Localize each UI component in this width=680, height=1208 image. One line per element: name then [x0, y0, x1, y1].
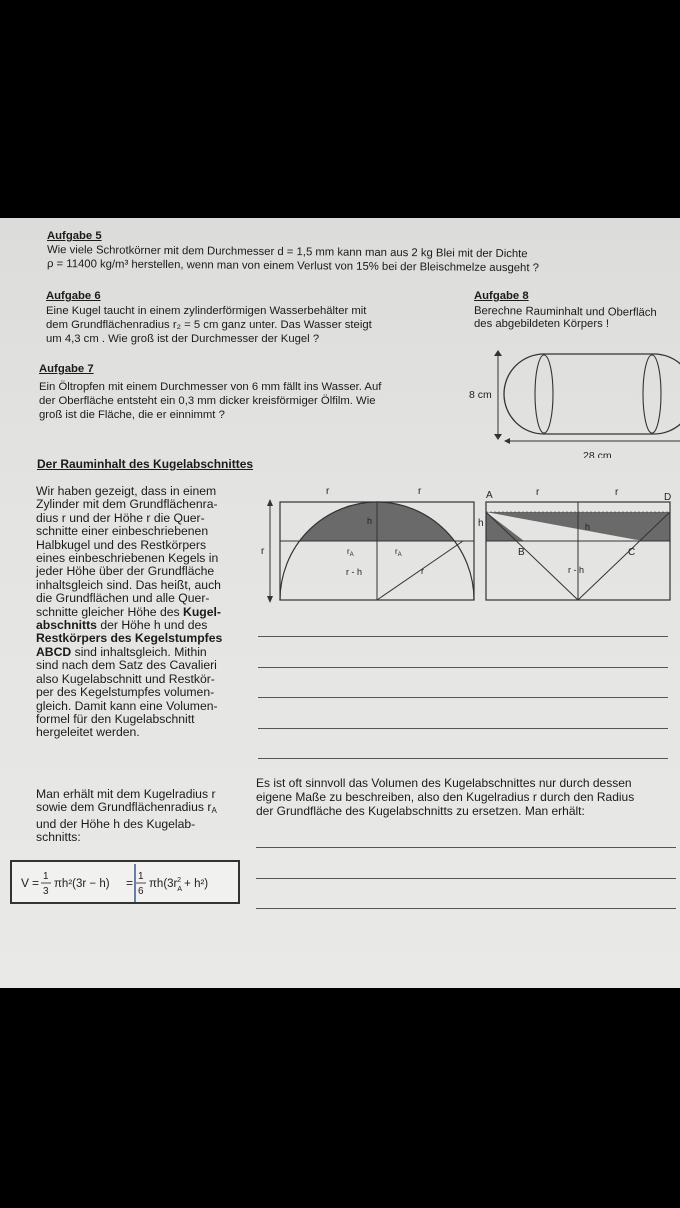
bold-line: Restkörpers des Kegelstumpfes	[36, 631, 223, 646]
volume-formula	[12, 862, 238, 902]
task6-line2: dem Grundflächenradius r₂ = 5 cm ganz unter. Das Wasser steigt	[46, 319, 372, 331]
svg-text:=: =	[126, 876, 134, 890]
hemisphere-diagram	[258, 480, 476, 605]
task6-line1: Eine Kugel taucht in einem zylinderförmigen Wasserbehälter mit	[46, 305, 367, 317]
svg-text:V: V	[21, 876, 30, 890]
svg-text:rA: $r_A$	[395, 547, 402, 558]
label-r: r	[418, 486, 422, 497]
text-line: Halbkugel und des Restkörpers	[36, 537, 207, 552]
text-line: sowie dem Grundflächenradius $r_A$	[36, 800, 217, 816]
label-r: r	[421, 566, 424, 576]
text-line: Es ist oft sinnvoll das Volumen des Kugelabschnittes nur durch dessen	[256, 776, 632, 790]
text-line: eines einbeschriebenen Kegels in	[36, 551, 219, 566]
label-r-minus-h: r - h	[346, 567, 363, 577]
task6-line3: um 4,3 cm . Wie groß ist der Durchmesser der Kugel ?	[46, 333, 320, 345]
writing-line	[258, 758, 668, 759]
label-h: h	[367, 516, 373, 526]
label-r: r	[615, 487, 619, 498]
task8-line2: des abgebildeten Körpers !	[474, 318, 610, 330]
explanation-text	[36, 485, 222, 740]
svg-text:πh²(3r − h): πh²(3r − h)	[54, 878, 110, 890]
writing-line	[258, 667, 668, 668]
text-line: schnitte einer einbeschriebenen	[36, 524, 209, 539]
bold-term: ABCD	[36, 644, 72, 659]
svg-text:1: 1	[43, 871, 49, 882]
text-line: eigene Maße zu beschreiben, also den Kugelradius r durch den Radius	[256, 790, 635, 804]
writing-line	[258, 636, 668, 637]
writing-line	[256, 847, 676, 848]
task8-line1: Berechne Rauminhalt und Oberfläch	[473, 305, 657, 319]
text-line: schnitts:	[36, 830, 81, 845]
point-C: C	[628, 547, 636, 558]
length-label: 28 cm	[583, 450, 612, 458]
point-B: B	[518, 547, 525, 558]
text-line: dius r und der Höhe r die Quer-	[36, 510, 205, 525]
height-label: 8 cm	[469, 389, 492, 401]
text-line: also Kugelabschnitt und Restkör-	[36, 671, 215, 686]
writing-line	[256, 878, 676, 879]
task7-line3: groß ist die Fläche, die er einnimmt ?	[39, 409, 225, 421]
label-r-minus-h: r - h	[568, 565, 585, 575]
text-line: hergeleitet werden.	[36, 725, 140, 740]
text-line: die Grundflächen und alle Quer-	[36, 591, 210, 606]
cone-diagram	[478, 480, 680, 605]
worksheet-page	[0, 218, 680, 988]
task5-line2: ρ = 11400 kg/m³ herstellen, wenn man von einem Verlust von 15% bei der Bleischmelze ausgeht ?	[46, 258, 539, 275]
bold-term: abschnitts	[36, 618, 97, 633]
text-line: der Grundfläche des Kugelabschnitts zu ersetzen. Man erhält:	[256, 804, 585, 818]
right-note	[256, 776, 634, 818]
label-h: h	[478, 518, 484, 529]
svg-text:1: 1	[138, 871, 144, 882]
task7-line2: der Oberfläche entsteht ein 0,3 mm dicker kreisförmiger Ölfilm. Wie	[39, 395, 376, 407]
text-line: abschnitts der Höhe h und des	[36, 618, 208, 633]
svg-text:=: =	[32, 876, 40, 890]
text-line: und der Höhe h des Kugelab-	[36, 816, 196, 831]
text-line: jeder Höhe über der Grundfläche	[36, 564, 215, 579]
volume-formula-box	[10, 860, 240, 904]
text-line: Man erhält mit dem Kugelradius r	[36, 787, 216, 801]
point-A: A	[486, 490, 493, 501]
label-r: r	[536, 487, 540, 498]
text-line: sind nach dem Satz des Cavalieri	[36, 658, 217, 673]
task8-title: Aufgabe 8	[474, 290, 529, 302]
svg-text:3: 3	[43, 886, 49, 897]
writing-line	[258, 728, 668, 729]
label-r: r	[326, 486, 330, 497]
svg-text:πh(3rA2 + h²): $\pi h(3r_A2 + h^2)$	[149, 877, 209, 893]
text-line: ABCD sind inhaltsgleich. Mithin	[36, 644, 207, 659]
capsule-figure	[466, 348, 680, 458]
text-line: per des Kegelstumpfes volumen-	[36, 685, 215, 700]
task7-line1: Ein Öltropfen mit einem Durchmesser von 6 mm fällt ins Wasser. Auf	[39, 381, 382, 393]
task5-title: Aufgabe 5	[47, 230, 102, 242]
bold-term: Kugel-	[183, 604, 221, 619]
label-r: r	[261, 546, 265, 557]
task6-title: Aufgabe 6	[46, 290, 101, 302]
writing-line	[256, 908, 676, 909]
text-line: inhaltsgleich sind. Das heißt, auch	[36, 577, 221, 592]
text-line: schnitte gleicher Höhe des Kugel-	[36, 604, 221, 619]
writing-line	[258, 697, 668, 698]
point-D: D	[664, 492, 672, 503]
section-title: Der Rauminhalt des Kugelabschnittes	[37, 457, 254, 471]
task5-line1: Wie viele Schrotkörner mit dem Durchmesser d = 1,5 mm kann man aus 2 kg Blei mit der Dichte	[46, 244, 528, 261]
text-line: Zylinder mit dem Grundflächenra-	[36, 497, 218, 512]
svg-text:6: 6	[138, 886, 144, 897]
text-line: formel für den Kugelabschnitt	[36, 711, 195, 726]
text-line: gleich. Damit kann eine Volumen-	[36, 698, 218, 713]
result-text	[36, 788, 217, 845]
svg-text:rA: $r_A$	[347, 547, 354, 558]
task7-title: Aufgabe 7	[39, 363, 94, 375]
text-line: Wir haben gezeigt, dass in einem	[36, 484, 217, 498]
label-h: h	[585, 522, 591, 532]
